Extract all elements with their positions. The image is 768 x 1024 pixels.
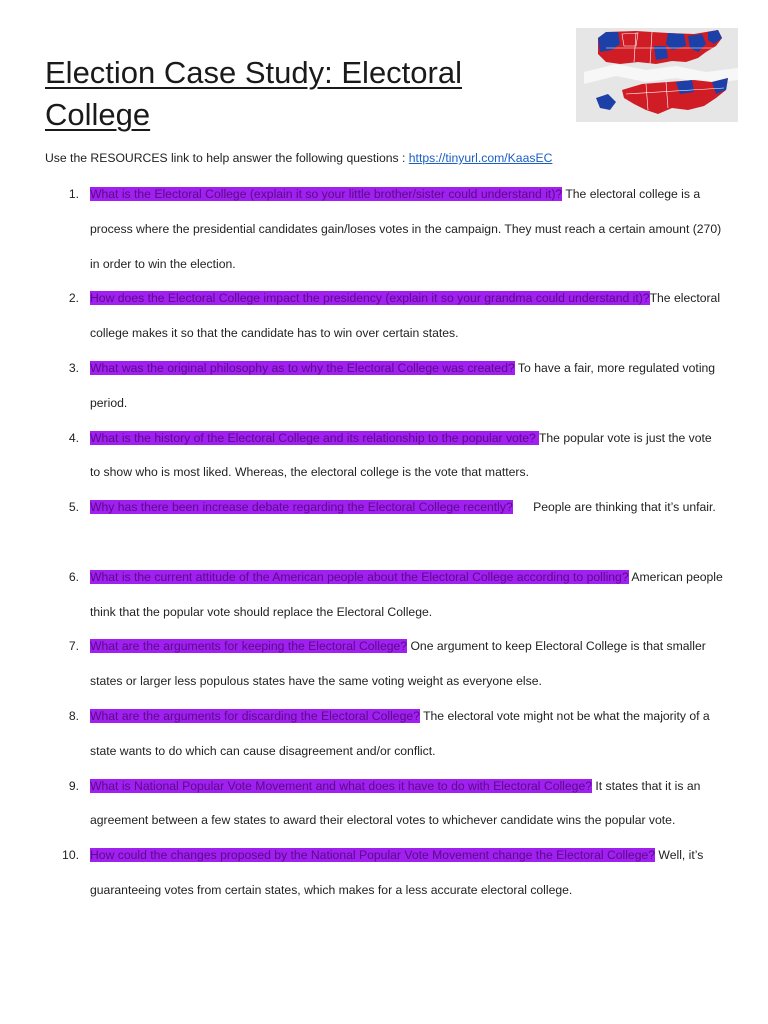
answer-text: The popular vote is just the vote to show who is most liked. Whereas, the electoral college is the vote that matters. (90, 430, 712, 480)
question-item (0, 490, 768, 525)
question-text: What is the history of the Electoral College and its relationship to the popular vote? (90, 430, 539, 445)
question-list (0, 177, 768, 908)
answer-text: The electoral college is a process where the presidential candidates gain/loses votes in the campaign. They must reach a certain amount (270) in order to win the election. (90, 187, 722, 271)
question-item (0, 560, 768, 630)
answer-text: One argument to keep Electoral College is that smaller states or larger less populous states have the same voting weight as everyone else. (90, 639, 706, 689)
question-item (0, 769, 768, 839)
question-item (0, 351, 768, 421)
question-number: 6. (68, 569, 79, 584)
question-text: Why has there been increase debate regarding the Electoral College recently? (90, 500, 513, 515)
question-item (0, 421, 768, 491)
question-number: 7. (68, 639, 79, 654)
question-text: What was the original philosophy as to why the Electoral College was created? (90, 360, 515, 375)
answer-text: American people think that the popular vote should replace the Electoral College. (90, 569, 723, 619)
blank-spacer (0, 525, 768, 560)
answer-text: Well, it’s guaranteeing votes from certain states, which makes for a less accurate electoral college. (90, 848, 704, 897)
question-number: 5. (68, 500, 79, 515)
question-text: What is the Electoral College (explain it so your little brother/sister could understand it)? (90, 187, 563, 201)
question-number: 8. (68, 708, 79, 723)
question-item (0, 281, 768, 351)
question-text: What are the arguments for keeping the Electoral College? (90, 639, 408, 654)
question-item (0, 629, 768, 699)
question-number: 4. (68, 430, 79, 445)
resources-link[interactable]: https://tinyurl.com/KaasEC (408, 151, 553, 165)
question-text: How does the Electoral College impact the presidency (explain it so your grandma could understand it)? (90, 291, 650, 306)
question-item (0, 177, 768, 281)
torn-us-map-image (576, 28, 738, 122)
question-text: What is National Popular Vote Movement and what does it have to do with Electoral College? (90, 778, 593, 793)
question-item (0, 699, 768, 769)
question-number: 10. (62, 848, 79, 863)
question-number: 9. (68, 778, 79, 793)
question-number: 1. (68, 187, 79, 201)
question-text: What are the arguments for discarding the Electoral College? (90, 708, 420, 723)
answer-text: People are thinking that it’s unfair. (512, 500, 716, 515)
question-item (0, 838, 768, 908)
answer-text: The electoral college makes it so that the candidate has to win over certain states. (90, 291, 721, 341)
us-map-illustration (576, 28, 738, 122)
question-number: 3. (68, 360, 79, 375)
page-title: Election Case Study: Electoral College (45, 55, 462, 132)
intro-line (45, 150, 552, 166)
answer-text: It states that it is an agreement between a few states to award their electoral votes to whichever candidate wins the popular vote. (90, 778, 701, 828)
intro-text: Use the RESOURCES link to help answer the following questions : (45, 151, 409, 165)
question-text: What is the current attitude of the American people about the Electoral College according to polling? (90, 569, 629, 584)
question-text: How could the changes proposed by the National Popular Vote Movement change the Electoral College? (90, 848, 656, 863)
answer-text: The electoral vote might not be what the majority of a state wants to do which can cause disagreement and/or conflict. (90, 708, 710, 758)
answer-text: To have a fair, more regulated voting period. (90, 360, 716, 410)
question-number: 2. (68, 291, 79, 306)
